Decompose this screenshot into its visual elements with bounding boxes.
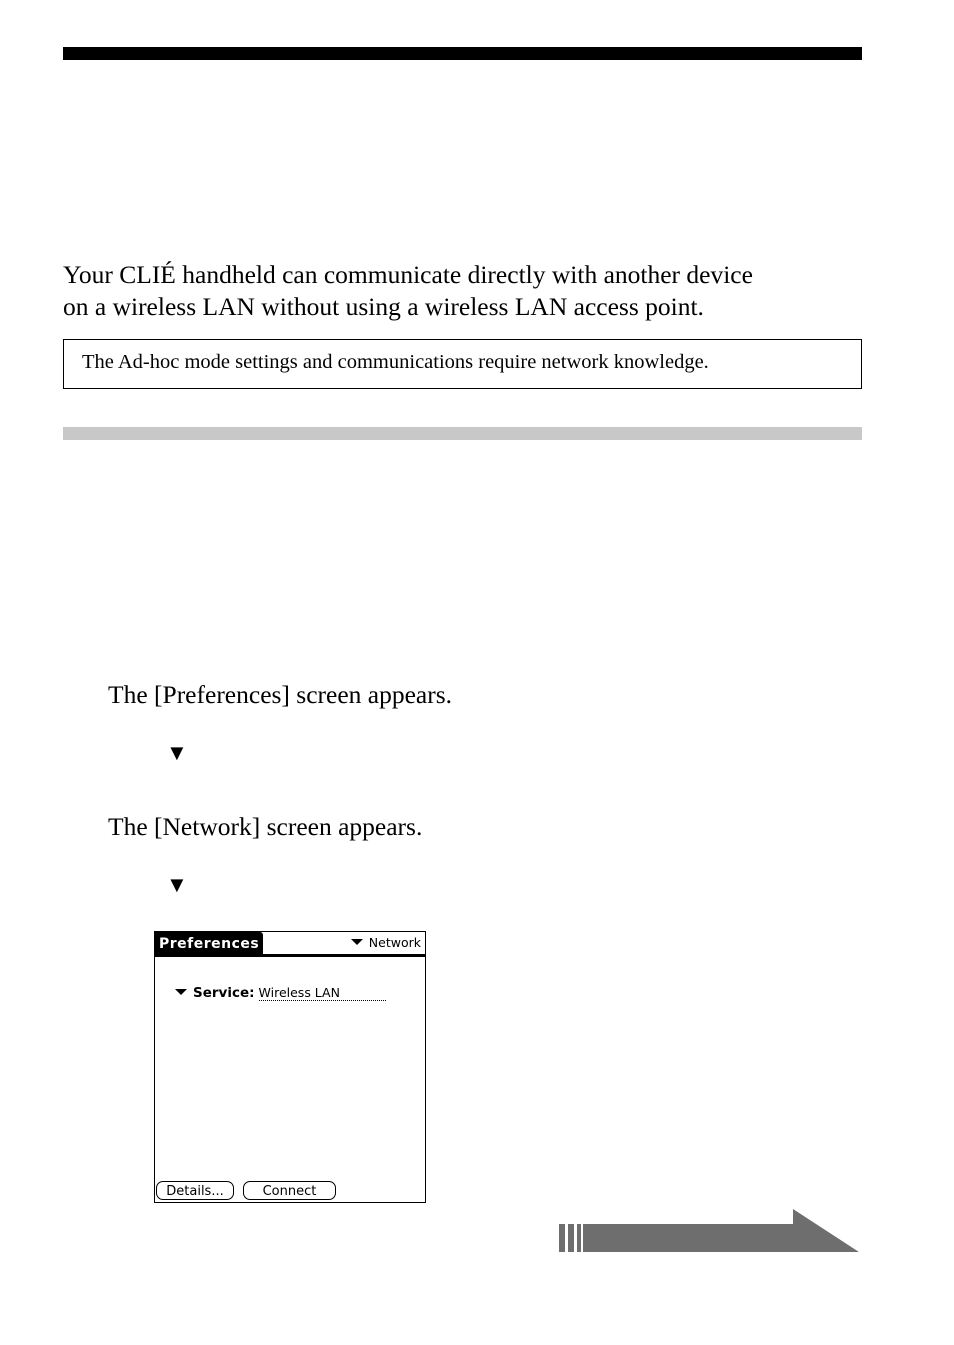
step-2-result: The [Network] screen appears. bbox=[108, 812, 423, 841]
panel-dropdown[interactable] bbox=[351, 935, 421, 951]
top-rule bbox=[63, 47, 862, 60]
dropdown-triangle-icon bbox=[351, 939, 363, 945]
step-1-result: The [Preferences] screen appears. bbox=[108, 680, 453, 709]
down-arrow-icon: ▼ bbox=[166, 872, 188, 897]
section-bar bbox=[63, 427, 862, 440]
screen-title-tab: Preferences bbox=[155, 932, 263, 954]
service-label: Service: bbox=[193, 985, 255, 1001]
panel-dropdown-label: Network bbox=[368, 935, 421, 950]
note-box bbox=[63, 339, 862, 389]
note-text: The Ad-hoc mode settings and communications require network knowledge. bbox=[82, 351, 709, 373]
network-preferences-screen bbox=[154, 931, 426, 1203]
header-line bbox=[155, 954, 425, 957]
service-row[interactable] bbox=[175, 985, 386, 1001]
dropdown-triangle-icon bbox=[175, 989, 187, 995]
service-value[interactable]: Wireless LAN bbox=[259, 986, 386, 1001]
intro-paragraph bbox=[63, 259, 863, 323]
down-arrow-icon: ▼ bbox=[166, 740, 188, 765]
continued-arrow-icon bbox=[559, 1209, 859, 1252]
details-button[interactable]: Details... bbox=[156, 1181, 234, 1200]
intro-line-2: on a wireless LAN without using a wireless LAN access point. bbox=[63, 292, 704, 321]
connect-button[interactable]: Connect bbox=[243, 1181, 336, 1200]
intro-line-1: Your CLIÉ handheld can communicate directly with another device bbox=[63, 260, 753, 289]
